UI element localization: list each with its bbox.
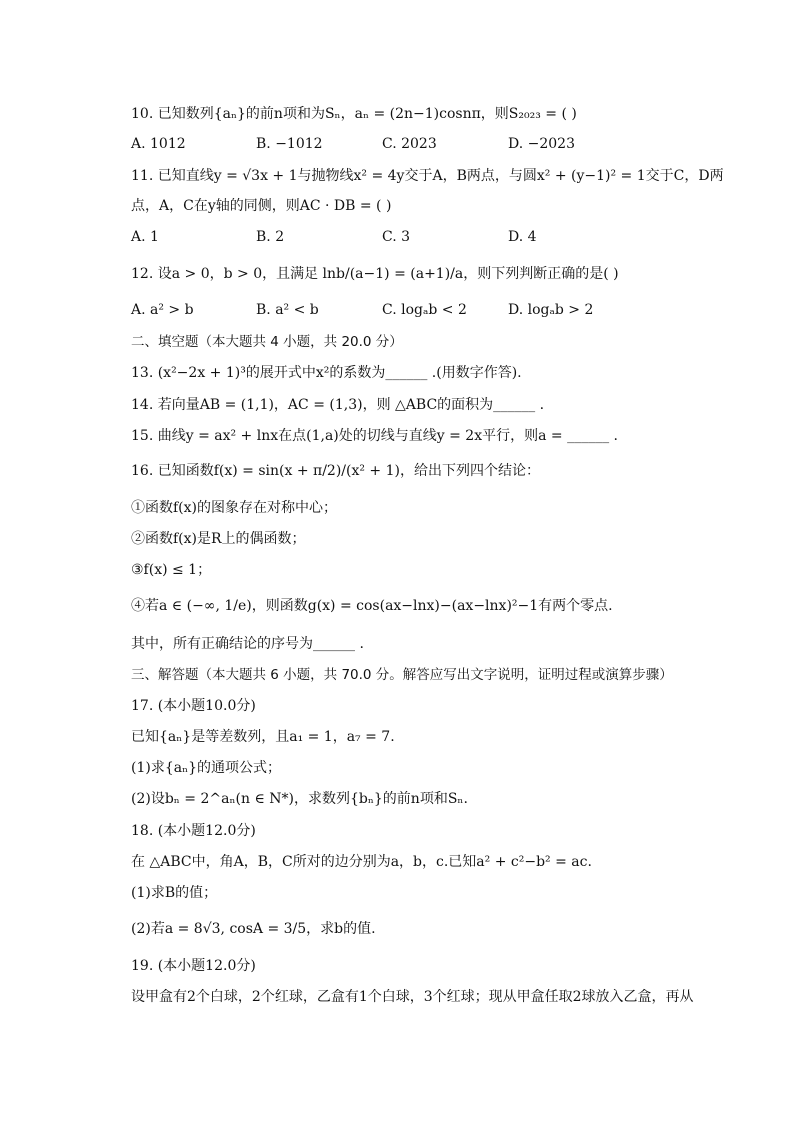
option-b: B. 2 — [256, 229, 285, 245]
section-3-heading: 三、解答题（本大题共 6 小题，共 70.0 分。解答应写出文字说明，证明过程或演算步骤） — [131, 667, 673, 683]
question-17-line-3: (2)设bₙ = 2^aₙ(n ∈ N*)，求数列{bₙ}的前n项和Sₙ. — [131, 791, 468, 807]
option-d: D. logₐb > 2 — [508, 302, 594, 318]
question-16-stem: 16. 已知函数f(x) = sin(x + π/2)/(x² + 1)，给出下列四个结论： — [131, 463, 540, 479]
question-18-line-1: 在 △ABC中，角A，B，C所对的边分别为a，b，c.已知a² + c²−b² = ac. — [131, 854, 592, 870]
option-c: C. logₐb < 2 — [382, 302, 467, 318]
question-16-conclusion-4: ④若a ∈ (−∞, 1/e)，则函数g(x) = cos(ax−lnx)−(ax−lnx)²−1有两个零点. — [131, 598, 613, 614]
option-a: A. 1 — [131, 229, 159, 245]
question-13: 13. (x²−2x + 1)³的展开式中x²的系数为______ .(用数字作答). — [131, 365, 522, 381]
question-12-stem: 12. 设a > 0，b > 0，且满足 lnb/(a−1) = (a+1)/a，则下列判断正确的是( ) — [131, 266, 619, 282]
question-15: 15. 曲线y = ax² + lnx在点(1,a)处的切线与直线y = 2x平行，则a = ______ . — [131, 428, 618, 444]
option-b: B. a² < b — [256, 302, 319, 318]
question-19-line-1: 设甲盒有2个白球，2个红球，乙盒有1个白球，3个红球；现从甲盒任取2球放入乙盒，再从 — [131, 989, 694, 1005]
question-18-line-3: (2)若a = 8√3, cosA = 3/5，求b的值. — [131, 921, 376, 937]
question-11-stem-line1: 11. 已知直线y = √3x + 1与抛物线x² = 4y交于A，B两点，与圆x² + (y−1)² = 1交于C，D两 — [131, 168, 724, 184]
question-16-ask: 其中，所有正确结论的序号为______ . — [131, 636, 364, 652]
question-17-heading: 17. (本小题10.0分) — [131, 698, 256, 714]
option-b: B. −1012 — [256, 136, 323, 152]
question-17-line-1: 已知{aₙ}是等差数列，且a₁ = 1，a₇ = 7. — [131, 729, 395, 745]
question-11-stem-line2: 点，A，C在y轴的同侧，则AC · DB = ( ) — [131, 198, 392, 214]
question-14: 14. 若向量AB = (1,1)，AC = (1,3)，则 △ABC的面积为______ . — [131, 397, 545, 413]
option-d: D. 4 — [508, 229, 537, 245]
question-18-heading: 18. (本小题12.0分) — [131, 823, 256, 839]
question-19-heading: 19. (本小题12.0分) — [131, 958, 256, 974]
option-c: C. 2023 — [382, 136, 437, 152]
question-18-line-2: (1)求B的值； — [131, 885, 218, 901]
option-a: A. a² > b — [131, 302, 194, 318]
section-2-heading: 二、填空题（本大题共 4 小题，共 20.0 分） — [131, 334, 403, 350]
option-a: A. 1012 — [131, 136, 186, 152]
option-d: D. −2023 — [508, 136, 575, 152]
question-16-conclusion-2: ②函数f(x)是R上的偶函数； — [131, 531, 306, 547]
question-16-conclusion-1: ①函数f(x)的图象存在对称中心； — [131, 500, 338, 516]
question-10-stem: 10. 已知数列{aₙ}的前n项和为Sₙ，aₙ = (2n−1)cosnπ，则S₂₀₂₃ = ( ) — [131, 106, 577, 122]
question-16-conclusion-3: ③f(x) ≤ 1； — [131, 562, 212, 578]
option-c: C. 3 — [382, 229, 411, 245]
question-17-line-2: (1)求{aₙ}的通项公式； — [131, 760, 282, 776]
